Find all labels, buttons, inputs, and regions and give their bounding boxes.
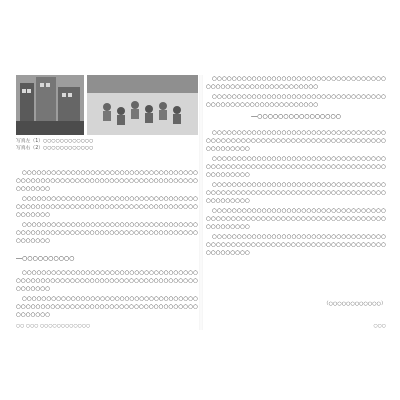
caption-right: 写真右（2）○○○○○○○○○○○○ — [16, 146, 94, 151]
right-top-paragraph-1: ○○○○○○○○○○○○○○○○○○○○○○○○○○○○○○○○○○○○○○○○○○○○○○○○○○○○○○○○○○ — [206, 76, 386, 90]
left-bottom-paragraph-2: ○○○○○○○○○○○○○○○○○○○○○○○○○○○○○○○○○○○○○○○○○○○○○○○○○○○○○○○○○○○○○○○○○○○○○○○○○○○○○○○○ — [16, 296, 198, 318]
right-page — [206, 75, 386, 330]
left-top-text-block — [16, 169, 198, 247]
photo-building-image — [16, 75, 84, 135]
left-page-footer: ○○ ○○○ ○○○○○○○○○○○○ — [16, 324, 91, 329]
book-gutter — [199, 75, 203, 330]
right-paragraph-3: ○○○○○○○○○○○○○○○○○○○○○○○○○○○○○○○○○○○○○○○○○○○○○○○○○○○○○○○○○○○○○○○○○○○○○○○○○○○○○○○○ — [206, 182, 386, 204]
right-paragraph-5: ○○○○○○○○○○○○○○○○○○○○○○○○○○○○○○○○○○○○○○○○○○○○○○○○○○○○○○○○○○○○○○○○○○○○○○○○○○○○○○○○ — [206, 234, 386, 256]
right-main-text-block — [206, 129, 386, 289]
right-section-heading: ―○○○○○○○○○○○○○○○○ — [251, 113, 341, 120]
left-paragraph-3: ○○○○○○○○○○○○○○○○○○○○○○○○○○○○○○○○○○○○○○○○○○○○○○○○○○○○○○○○○○○○○○○○○○○○○○○○○○○○○○○○ — [16, 222, 198, 244]
photo-building — [16, 75, 84, 135]
interview-credit: （○○○○○○○○○○○○） — [323, 301, 386, 307]
photo-children-play — [87, 75, 198, 135]
right-paragraph-2: ○○○○○○○○○○○○○○○○○○○○○○○○○○○○○○○○○○○○○○○○○○○○○○○○○○○○○○○○○○○○○○○○○○○○○○○○○○○○○○○○ — [206, 156, 386, 178]
right-paragraph-1: ○○○○○○○○○○○○○○○○○○○○○○○○○○○○○○○○○○○○○○○○○○○○○○○○○○○○○○○○○○○○○○○○○○○○○○○○○○○○○○○○ — [206, 130, 386, 152]
right-top-text-block — [206, 75, 386, 108]
right-page-footer: ○○○ — [373, 324, 386, 329]
left-bottom-text-block — [16, 269, 198, 318]
caption-left: 写真左（1）○○○○○○○○○○○○ — [16, 139, 94, 144]
left-bottom-paragraph-1: ○○○○○○○○○○○○○○○○○○○○○○○○○○○○○○○○○○○○○○○○○○○○○○○○○○○○○○○○○○○○○○○○○○○○○○○○○○○○○○○○ — [16, 270, 198, 292]
left-page — [16, 75, 198, 330]
left-paragraph-2: ○○○○○○○○○○○○○○○○○○○○○○○○○○○○○○○○○○○○○○○○○○○○○○○○○○○○○○○○○○○○○○○○○○○○○○○○○○○○○○○○ — [16, 196, 198, 218]
left-paragraph-1: ○○○○○○○○○○○○○○○○○○○○○○○○○○○○○○○○○○○○○○○○○○○○○○○○○○○○○○○○○○○○○○○○○○○○○○○○○○○○○○○○ — [16, 170, 198, 192]
photo-captions — [16, 139, 198, 153]
right-paragraph-4: ○○○○○○○○○○○○○○○○○○○○○○○○○○○○○○○○○○○○○○○○○○○○○○○○○○○○○○○○○○○○○○○○○○○○○○○○○○○○○○○○ — [206, 208, 386, 230]
left-section-heading: ―○○○○○○○○○○ — [16, 255, 75, 262]
photo-row — [16, 75, 198, 135]
photo-children-play-image — [87, 75, 198, 135]
right-top-paragraph-2: ○○○○○○○○○○○○○○○○○○○○○○○○○○○○○○○○○○○○○○○○○○○○○○○○○○○○○○○○○○ — [206, 94, 386, 108]
